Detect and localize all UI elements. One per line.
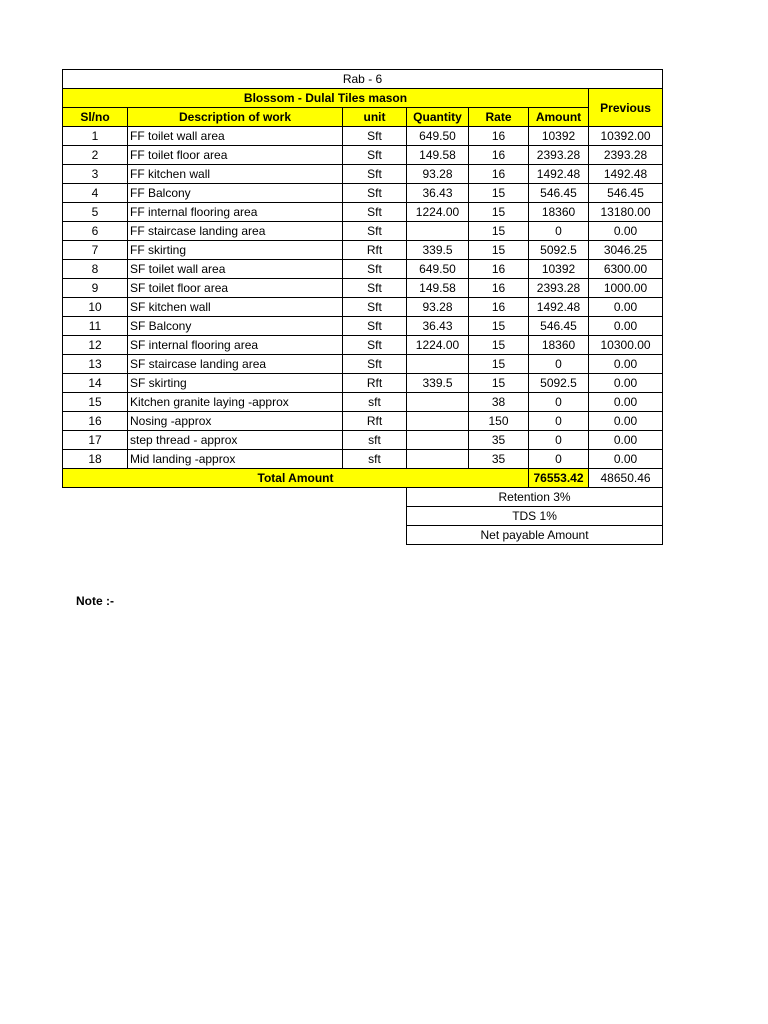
row-description: Nosing -approx (128, 412, 343, 431)
row-unit: Sft (343, 165, 407, 184)
row-quantity: 149.58 (407, 279, 469, 298)
row-unit: Sft (343, 298, 407, 317)
row-amount: 546.45 (529, 317, 589, 336)
row-previous: 0.00 (589, 431, 663, 450)
row-quantity: 649.50 (407, 127, 469, 146)
header-quantity: Quantity (407, 108, 469, 127)
row-quantity (407, 431, 469, 450)
row-previous: 0.00 (589, 222, 663, 241)
total-label: Total Amount (63, 469, 529, 488)
header-amount: Amount (529, 108, 589, 127)
table-row (63, 241, 663, 260)
row-rate: 16 (469, 279, 529, 298)
row-amount: 10392 (529, 127, 589, 146)
row-quantity: 93.28 (407, 298, 469, 317)
row-quantity (407, 450, 469, 469)
row-slno: 3 (63, 165, 128, 184)
previous-header: Previous (589, 89, 663, 127)
row-amount: 2393.28 (529, 279, 589, 298)
row-rate: 16 (469, 260, 529, 279)
row-slno: 13 (63, 355, 128, 374)
row-description: Mid landing -approx (128, 450, 343, 469)
row-rate: 15 (469, 222, 529, 241)
row-previous: 0.00 (589, 355, 663, 374)
row-quantity (407, 222, 469, 241)
row-slno: 8 (63, 260, 128, 279)
row-unit: Sft (343, 279, 407, 298)
row-quantity: 36.43 (407, 317, 469, 336)
row-amount: 18360 (529, 203, 589, 222)
row-quantity: 339.5 (407, 374, 469, 393)
header-description: Description of work (128, 108, 343, 127)
total-row (63, 469, 663, 488)
row-amount: 5092.5 (529, 241, 589, 260)
row-slno: 14 (63, 374, 128, 393)
row-unit: Sft (343, 127, 407, 146)
row-description: FF Balcony (128, 184, 343, 203)
row-rate: 35 (469, 431, 529, 450)
row-slno: 4 (63, 184, 128, 203)
row-unit: sft (343, 450, 407, 469)
row-previous: 10300.00 (589, 336, 663, 355)
row-unit: Rft (343, 412, 407, 431)
row-previous: 0.00 (589, 412, 663, 431)
row-amount: 0 (529, 393, 589, 412)
row-slno: 12 (63, 336, 128, 355)
row-slno: 6 (63, 222, 128, 241)
row-unit: sft (343, 431, 407, 450)
deduction-row (63, 507, 663, 526)
table-row (63, 393, 663, 412)
row-previous: 0.00 (589, 298, 663, 317)
row-slno: 17 (63, 431, 128, 450)
table-row (63, 317, 663, 336)
row-description: Kitchen granite laying -approx (128, 393, 343, 412)
row-rate: 15 (469, 355, 529, 374)
retention-cell: Retention 3% (407, 488, 663, 507)
row-unit: Sft (343, 317, 407, 336)
row-description: SF Balcony (128, 317, 343, 336)
total-previous: 48650.46 (589, 469, 663, 488)
table-row (63, 336, 663, 355)
row-rate: 15 (469, 241, 529, 260)
row-rate: 15 (469, 336, 529, 355)
row-amount: 5092.5 (529, 374, 589, 393)
row-previous: 1492.48 (589, 165, 663, 184)
row-description: FF kitchen wall (128, 165, 343, 184)
row-amount: 10392 (529, 260, 589, 279)
row-previous: 6300.00 (589, 260, 663, 279)
row-description: SF toilet wall area (128, 260, 343, 279)
table-row (63, 431, 663, 450)
row-previous: 0.00 (589, 393, 663, 412)
title-row (63, 70, 663, 89)
row-rate: 150 (469, 412, 529, 431)
row-unit: Sft (343, 260, 407, 279)
table-row (63, 184, 663, 203)
row-quantity: 649.50 (407, 260, 469, 279)
table-row (63, 222, 663, 241)
row-quantity: 339.5 (407, 241, 469, 260)
row-slno: 5 (63, 203, 128, 222)
deduction-row (63, 488, 663, 507)
row-amount: 1492.48 (529, 165, 589, 184)
row-quantity: 1224.00 (407, 203, 469, 222)
row-description: FF toilet wall area (128, 127, 343, 146)
deduction-row (63, 526, 663, 545)
row-previous: 546.45 (589, 184, 663, 203)
row-amount: 18360 (529, 336, 589, 355)
row-amount: 2393.28 (529, 146, 589, 165)
net-payable-cell: Net payable Amount (407, 526, 663, 545)
row-slno: 10 (63, 298, 128, 317)
row-description: SF toilet floor area (128, 279, 343, 298)
row-unit: Sft (343, 355, 407, 374)
table-row (63, 450, 663, 469)
row-slno: 16 (63, 412, 128, 431)
row-rate: 15 (469, 184, 529, 203)
sheet-title: Rab - 6 (63, 70, 663, 89)
table-row (63, 127, 663, 146)
row-unit: Sft (343, 203, 407, 222)
row-previous: 13180.00 (589, 203, 663, 222)
row-rate: 15 (469, 203, 529, 222)
row-amount: 0 (529, 412, 589, 431)
subtitle-row (63, 89, 663, 108)
header-row (63, 108, 663, 127)
row-quantity: 93.28 (407, 165, 469, 184)
row-quantity (407, 393, 469, 412)
table-row (63, 374, 663, 393)
table-row (63, 165, 663, 184)
row-unit: Sft (343, 222, 407, 241)
row-unit: Sft (343, 336, 407, 355)
row-quantity (407, 412, 469, 431)
table-row (63, 412, 663, 431)
row-description: FF staircase landing area (128, 222, 343, 241)
row-description: SF skirting (128, 374, 343, 393)
rab-table (62, 69, 663, 545)
row-amount: 0 (529, 431, 589, 450)
table-row (63, 203, 663, 222)
row-slno: 2 (63, 146, 128, 165)
row-slno: 9 (63, 279, 128, 298)
row-quantity: 36.43 (407, 184, 469, 203)
row-amount: 0 (529, 355, 589, 374)
row-quantity: 149.58 (407, 146, 469, 165)
row-previous: 1000.00 (589, 279, 663, 298)
row-previous: 0.00 (589, 317, 663, 336)
note-label: Note :- (76, 594, 114, 608)
row-unit: Rft (343, 241, 407, 260)
row-slno: 18 (63, 450, 128, 469)
row-description: FF internal flooring area (128, 203, 343, 222)
row-description: SF internal flooring area (128, 336, 343, 355)
row-description: step thread - approx (128, 431, 343, 450)
row-unit: Sft (343, 146, 407, 165)
row-rate: 35 (469, 450, 529, 469)
row-rate: 16 (469, 146, 529, 165)
row-previous: 3046.25 (589, 241, 663, 260)
row-description: FF skirting (128, 241, 343, 260)
row-description: SF kitchen wall (128, 298, 343, 317)
row-previous: 10392.00 (589, 127, 663, 146)
row-quantity: 1224.00 (407, 336, 469, 355)
table-row (63, 298, 663, 317)
table-row (63, 260, 663, 279)
row-rate: 16 (469, 127, 529, 146)
row-description: SF staircase landing area (128, 355, 343, 374)
row-quantity (407, 355, 469, 374)
row-previous: 0.00 (589, 374, 663, 393)
row-previous: 2393.28 (589, 146, 663, 165)
row-rate: 16 (469, 165, 529, 184)
table-row (63, 279, 663, 298)
table-row (63, 355, 663, 374)
total-amount: 76553.42 (529, 469, 589, 488)
header-slno: Sl/no (63, 108, 128, 127)
header-unit: unit (343, 108, 407, 127)
row-amount: 0 (529, 450, 589, 469)
row-rate: 15 (469, 317, 529, 336)
row-amount: 1492.48 (529, 298, 589, 317)
row-slno: 1 (63, 127, 128, 146)
row-previous: 0.00 (589, 450, 663, 469)
tds-cell: TDS 1% (407, 507, 663, 526)
row-amount: 546.45 (529, 184, 589, 203)
row-slno: 15 (63, 393, 128, 412)
table-row (63, 146, 663, 165)
row-description: FF toilet floor area (128, 146, 343, 165)
row-rate: 38 (469, 393, 529, 412)
row-slno: 11 (63, 317, 128, 336)
row-rate: 15 (469, 374, 529, 393)
sheet-subtitle: Blossom - Dulal Tiles mason (63, 89, 589, 108)
row-rate: 16 (469, 298, 529, 317)
row-unit: Rft (343, 374, 407, 393)
row-unit: Sft (343, 184, 407, 203)
row-unit: sft (343, 393, 407, 412)
row-slno: 7 (63, 241, 128, 260)
row-amount: 0 (529, 222, 589, 241)
header-rate: Rate (469, 108, 529, 127)
